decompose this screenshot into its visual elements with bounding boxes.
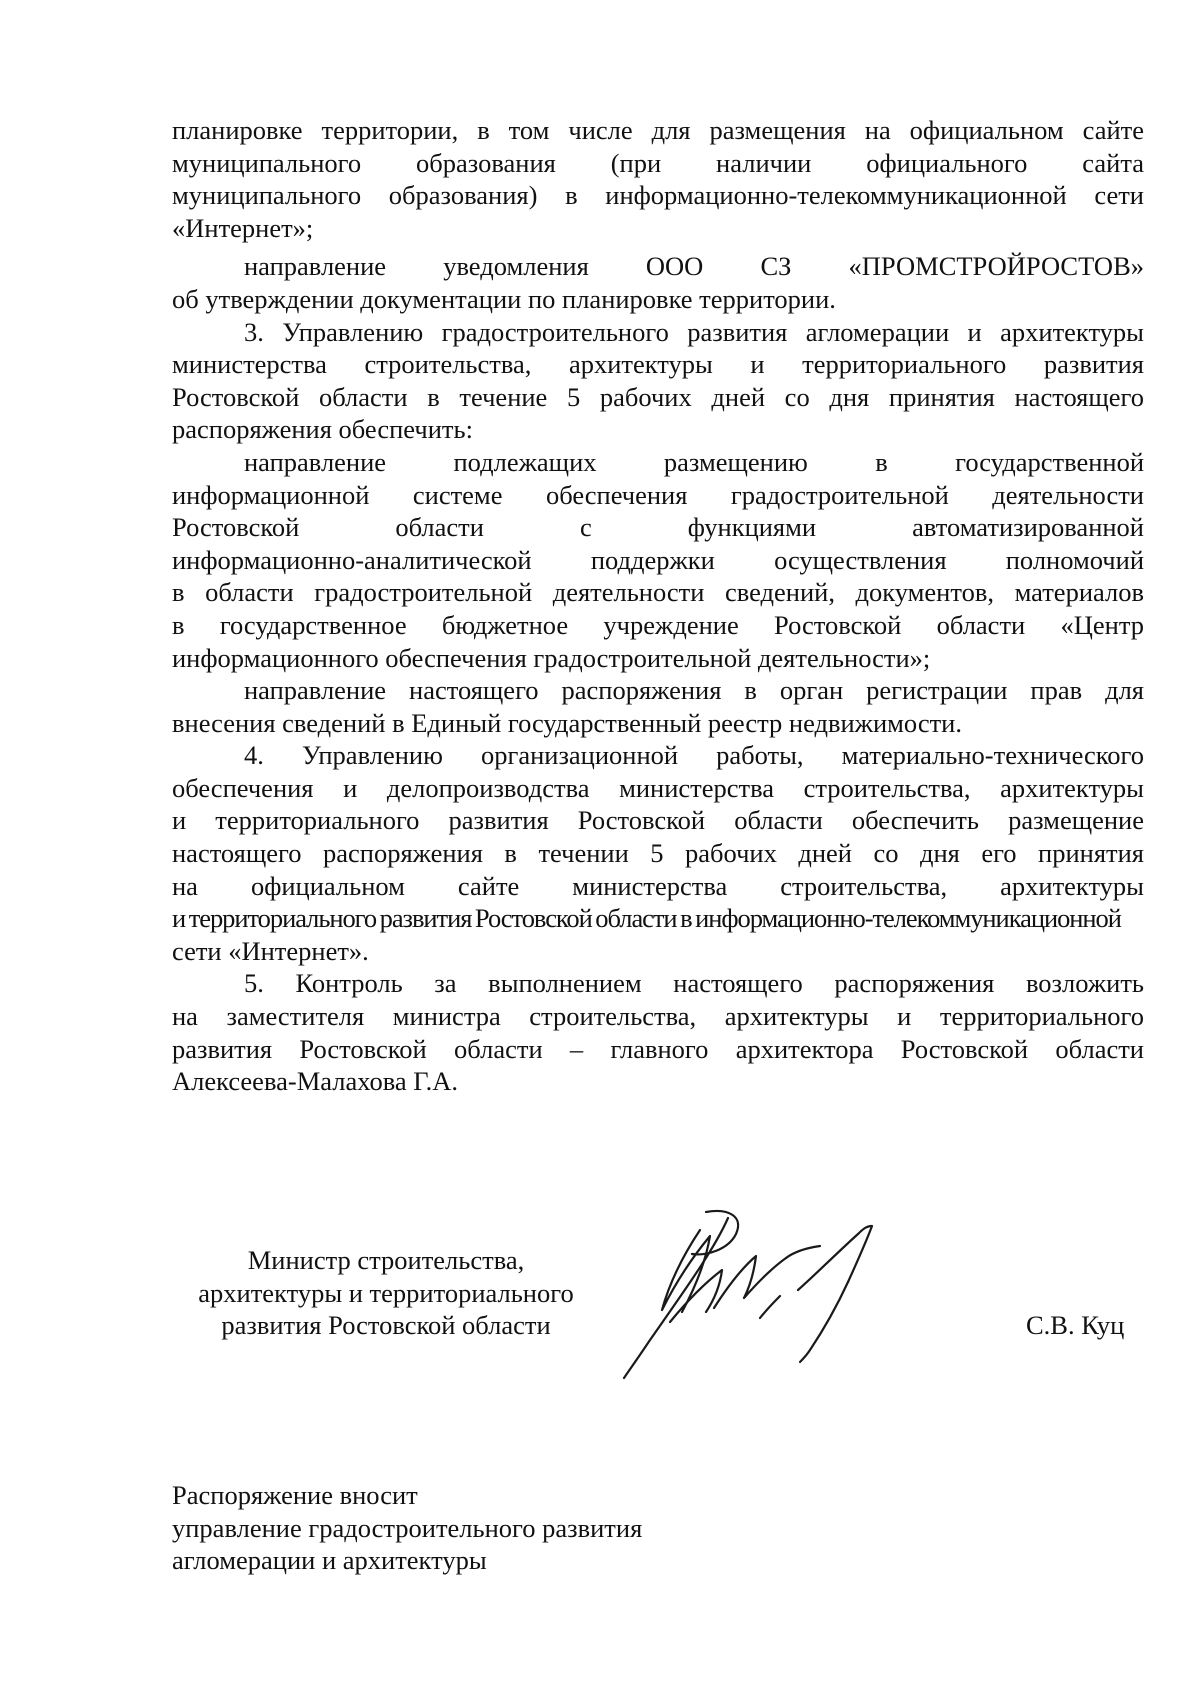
paragraph-5-start: 5. Контроль за выполнением настоящего распоряжения возложить: [244, 968, 1144, 999]
text-line: в области градостроительной деятельности сведений, документов, материалов: [172, 577, 1144, 608]
text-line: направление подлежащих размещению в государственной: [244, 446, 1144, 477]
text-line: направление уведомления ООО СЗ «ПРОМСТРОЙРОСТОВ»: [244, 251, 1144, 282]
footer-note: [172, 1479, 642, 1577]
text-line: Ростовской области в течение 5 рабочих дней со дня принятия настоящего: [172, 381, 1144, 412]
footer-line: управление градостроительного развития: [172, 1512, 643, 1543]
text-line: и территориального развития Ростовской области обеспечить размещение: [172, 805, 1144, 836]
text-line: обеспечения и делопроизводства министерства строительства, архитектуры: [172, 772, 1144, 803]
text-line: настоящего распоряжения в течении 5 рабочих дней со дня его принятия: [172, 838, 1144, 869]
signer-position-line: развития Ростовской области: [221, 1310, 551, 1341]
paragraph-3-start: 3. Управлению градостроительного развития агломерации и архитектуры: [244, 316, 1144, 347]
text-line: внесения сведений в Единый государственный реестр недвижимости.: [172, 707, 962, 738]
text-line: Алексеева-Малахова Г.А.: [172, 1066, 459, 1097]
handwritten-signature: [610, 1190, 950, 1390]
signer-position: [176, 1244, 596, 1342]
text-line: на официальном сайте министерства строительства, архитектуры: [172, 870, 1144, 901]
document-body: [172, 114, 1144, 1098]
text-line: на заместителя министра строительства, архитектуры и территориального: [172, 1001, 1144, 1032]
text-line: информационного обеспечения градостроительной деятельности»;: [172, 642, 931, 673]
text-line: и территориального развития Ростовской области в информационно-телекоммуникационной: [172, 903, 1121, 934]
text-line: муниципального образования) в информационно-телекоммуникационной сети: [172, 180, 1144, 211]
signer-position-line: архитектуры и территориального: [198, 1277, 574, 1308]
text-line: «Интернет»;: [172, 212, 314, 243]
text-line: сети «Интернет».: [172, 935, 369, 966]
text-line: об утверждении документации по планировке территории.: [172, 283, 836, 314]
text-line: муниципального образования (при наличии официального сайта: [172, 147, 1144, 178]
text-line: информационной системе обеспечения градостроительной деятельности: [172, 479, 1144, 510]
text-line: распоряжения обеспечить:: [172, 414, 473, 445]
text-line: в государственное бюджетное учреждение Ростовской области «Центр: [172, 609, 1144, 640]
footer-line: Распоряжение вносит: [172, 1480, 418, 1510]
text-line: министерства строительства, архитектуры и территориального развития: [172, 349, 1144, 380]
signer-name: С.В. Куц: [1026, 1310, 1125, 1340]
paragraph-4-start: 4. Управлению организационной работы, материально-технического: [244, 740, 1144, 771]
text-line: направление настоящего распоряжения в орган регистрации прав для: [244, 675, 1144, 706]
text-line: информационно-аналитической поддержки осуществления полномочий: [172, 544, 1144, 575]
text-line: развития Ростовской области – главного архитектора Ростовской области: [172, 1033, 1144, 1064]
footer-line: агломерации и архитектуры: [172, 1545, 487, 1576]
text-line: планировке территории, в том числе для размещения на официальном сайте: [172, 115, 1144, 145]
signer-position-line: Министр строительства,: [247, 1245, 525, 1275]
text-line: Ростовской области с функциями автоматизированной: [172, 512, 1144, 543]
